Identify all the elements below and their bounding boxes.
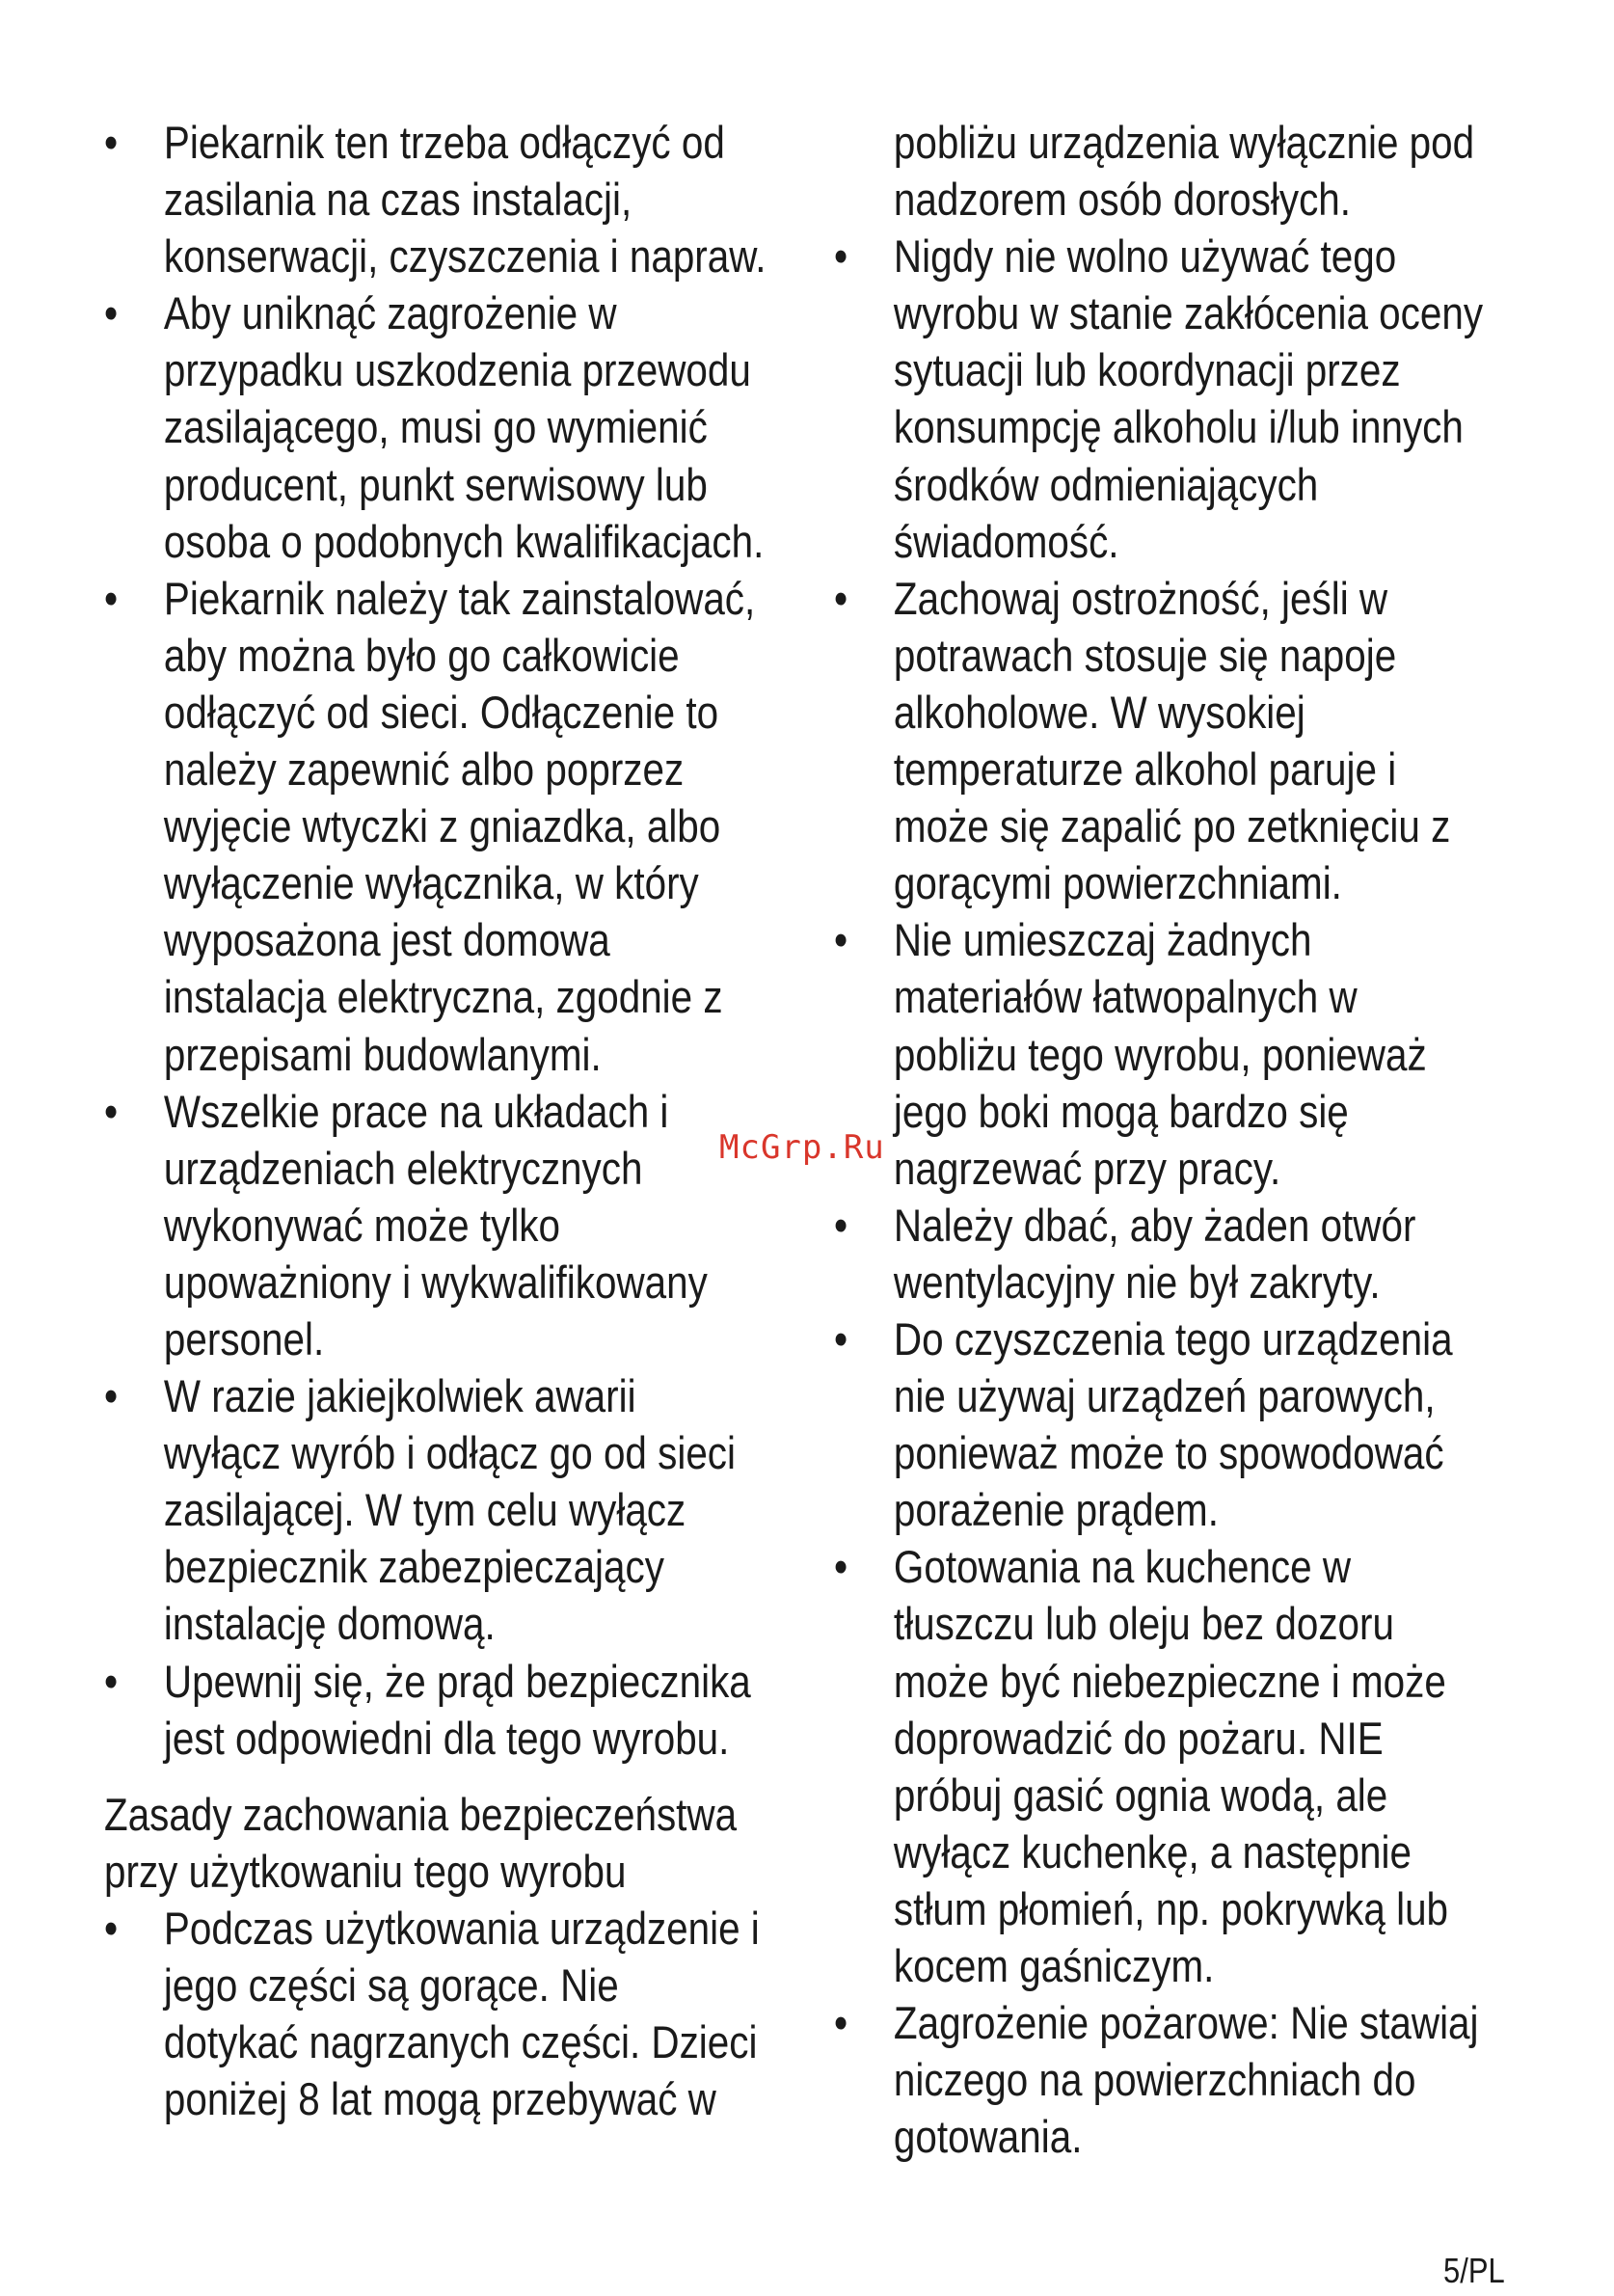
text-line: wyłączenie wyłącznika, w który xyxy=(163,857,699,909)
text-line: środków odmieniających xyxy=(893,458,1319,510)
continuation-text xyxy=(834,114,1475,228)
text-line: nie używaj urządzeń parowych, xyxy=(893,1370,1436,1422)
text-line: kocem gaśniczym. xyxy=(893,1940,1215,1991)
page-number: 5/PL xyxy=(1443,2251,1505,2290)
bullet-icon: • xyxy=(834,1997,848,2049)
list-item xyxy=(834,228,1484,570)
bullet-icon: • xyxy=(834,1541,848,1593)
right-bullet-list xyxy=(834,228,1484,2165)
bullet-icon: • xyxy=(104,117,119,168)
text-line: personel. xyxy=(163,1312,325,1364)
text-line: Upewnij się, że prąd bezpiecznika xyxy=(163,1655,751,1707)
heading-line: Zasady zachowania bezpieczeństwa xyxy=(104,1788,738,1840)
text-line: poniżej 8 lat mogą przebywać w xyxy=(163,2073,716,2125)
text-line: wyłącz wyrób i odłącz go od sieci xyxy=(163,1427,736,1479)
right-column xyxy=(834,114,1528,2165)
text-line: może być niebezpieczne i może xyxy=(893,1655,1446,1707)
list-item xyxy=(104,570,756,1083)
text-line: jego części są gorące. Nie xyxy=(163,1959,619,2011)
list-item xyxy=(104,1367,736,1652)
bullet-icon: • xyxy=(104,1370,119,1422)
text-line: stłum płomień, np. pokrywką lub xyxy=(893,1882,1449,1934)
text-line: świadomość. xyxy=(893,515,1119,567)
text-line: wentylacyjny nie był zakryty. xyxy=(893,1256,1381,1308)
text-line: nadzorem osób dorosłych. xyxy=(893,174,1351,226)
text-line: wyjęcie wtyczki z gniazdka, albo xyxy=(163,800,721,852)
text-line: gorącymi powierzchniami. xyxy=(893,857,1342,909)
text-line: upoważniony i wykwalifikowany xyxy=(163,1256,708,1308)
list-item xyxy=(104,1653,751,1767)
text-line: próbuj gasić ognia wodą, ale xyxy=(893,1769,1388,1821)
list-item xyxy=(104,284,765,569)
bullet-icon: • xyxy=(834,1199,848,1251)
text-line: wyposażona jest domowa xyxy=(163,914,610,966)
text-line: konserwacji, czyszczenia i napraw. xyxy=(163,230,767,283)
text-line: instalację domową. xyxy=(163,1598,496,1650)
text-line: Nigdy nie wolno używać tego xyxy=(893,230,1397,283)
bullet-icon: • xyxy=(834,572,848,624)
watermark: McGrp.Ru xyxy=(719,1128,885,1167)
text-line: ponieważ może to spowodować xyxy=(893,1427,1444,1479)
text-line: pobliżu tego wyrobu, ponieważ xyxy=(893,1028,1427,1080)
text-line: Do czyszczenia tego urządzenia xyxy=(893,1312,1453,1364)
text-line: konsumpcję alkoholu i/lub innych xyxy=(893,401,1464,453)
heading-line: przy użytkowaniu tego wyrobu xyxy=(104,1845,627,1897)
text-line: Należy dbać, aby żaden otwór xyxy=(893,1199,1416,1251)
list-item xyxy=(834,1197,1431,1310)
bullet-icon: • xyxy=(834,914,848,966)
text-line: bezpiecznik zabezpieczający xyxy=(163,1541,664,1593)
text-line: Aby uniknąć zagrożenie w xyxy=(163,287,617,339)
text-line: niczego na powierzchniach do xyxy=(893,2054,1416,2106)
text-line: urządzeniach elektrycznych xyxy=(163,1142,643,1194)
text-line: wykonywać może tylko xyxy=(163,1199,561,1251)
text-line: Wszelkie prace na układach i xyxy=(163,1085,669,1137)
text-line: Nie umieszczaj żadnych xyxy=(893,914,1312,966)
text-line: temperaturze alkohol paruje i xyxy=(893,743,1397,796)
text-line: przepisami budowlanymi. xyxy=(163,1028,602,1080)
left-bullet-list-bottom xyxy=(104,1900,760,2127)
bullet-icon: • xyxy=(104,1085,119,1137)
text-line: materiałów łatwopalnych w xyxy=(893,971,1358,1023)
bullet-icon: • xyxy=(834,230,848,283)
list-item xyxy=(104,114,767,284)
text-line: sytuacji lub koordynacji przez xyxy=(893,344,1401,396)
text-line: należy zapewnić albo poprzez xyxy=(163,743,685,796)
list-item xyxy=(104,1083,713,1367)
text-line: osoba o podobnych kwalifikacjach. xyxy=(163,515,765,567)
text-line: jest odpowiedni dla tego wyrobu. xyxy=(163,1712,730,1764)
text-line: przypadku uszkodzenia przewodu xyxy=(163,344,751,396)
text-line: alkoholowe. W wysokiej xyxy=(893,686,1305,738)
bullet-icon: • xyxy=(104,287,119,339)
bullet-icon: • xyxy=(104,1902,119,1954)
text-line: pobliżu urządzenia wyłącznie pod xyxy=(893,117,1475,168)
text-line: Piekarnik ten trzeba odłączyć od xyxy=(163,117,725,168)
text-line: zasilania na czas instalacji, xyxy=(163,174,632,226)
text-line: Zagrożenie pożarowe: Nie stawiaj xyxy=(893,1997,1479,2049)
text-line: dotykać nagrzanych części. Dzieci xyxy=(163,2016,758,2068)
text-line: instalacja elektryczna, zgodnie z xyxy=(163,971,723,1023)
list-item xyxy=(834,911,1431,1196)
text-line: tłuszczu lub oleju bez dozoru xyxy=(893,1598,1394,1650)
list-item xyxy=(834,1994,1479,2165)
list-item xyxy=(834,570,1451,912)
bullet-icon: • xyxy=(104,572,119,624)
text-line: zasilającej. W tym celu wyłącz xyxy=(163,1484,686,1536)
text-line: wyłącz kuchenkę, a następnie xyxy=(893,1825,1412,1877)
text-line: Podczas użytkowania urządzenie i xyxy=(163,1902,760,1954)
text-line: W razie jakiejkolwiek awarii xyxy=(163,1370,636,1422)
text-line: nagrzewać przy pracy. xyxy=(893,1142,1281,1194)
text-line: Zachowaj ostrożność, jeśli w xyxy=(893,572,1388,624)
left-column xyxy=(104,114,813,2127)
left-bullet-list xyxy=(104,114,767,1767)
text-line: jego boki mogą bardzo się xyxy=(893,1085,1349,1137)
text-line: może się zapalić po zetknięciu z xyxy=(893,800,1451,852)
text-line: producent, punkt serwisowy lub xyxy=(163,458,708,510)
section-heading xyxy=(104,1786,738,1900)
list-item xyxy=(104,1900,760,2127)
text-line: gotowania. xyxy=(893,2111,1083,2163)
text-line: Gotowania na kuchence w xyxy=(893,1541,1352,1593)
text-line: doprowadzić do pożaru. NIE xyxy=(893,1712,1384,1764)
right-column-text xyxy=(834,114,1484,2165)
text-line: zasilającego, musi go wymienić xyxy=(163,401,708,453)
text-line: wyrobu w stanie zakłócenia oceny xyxy=(893,287,1484,339)
text-line: porażenie prądem. xyxy=(893,1484,1219,1536)
text-line: aby można było go całkowicie xyxy=(163,629,680,681)
left-column-text xyxy=(104,114,767,2127)
bullet-icon: • xyxy=(104,1655,119,1707)
list-item xyxy=(834,1538,1449,1994)
list-item xyxy=(834,1310,1453,1538)
text-line: potrawach stosuje się napoje xyxy=(893,629,1397,681)
text-line: Piekarnik należy tak zainstalować, xyxy=(163,572,756,624)
text-line: odłączyć od sieci. Odłączenie to xyxy=(163,686,719,738)
bullet-icon: • xyxy=(834,1312,848,1364)
